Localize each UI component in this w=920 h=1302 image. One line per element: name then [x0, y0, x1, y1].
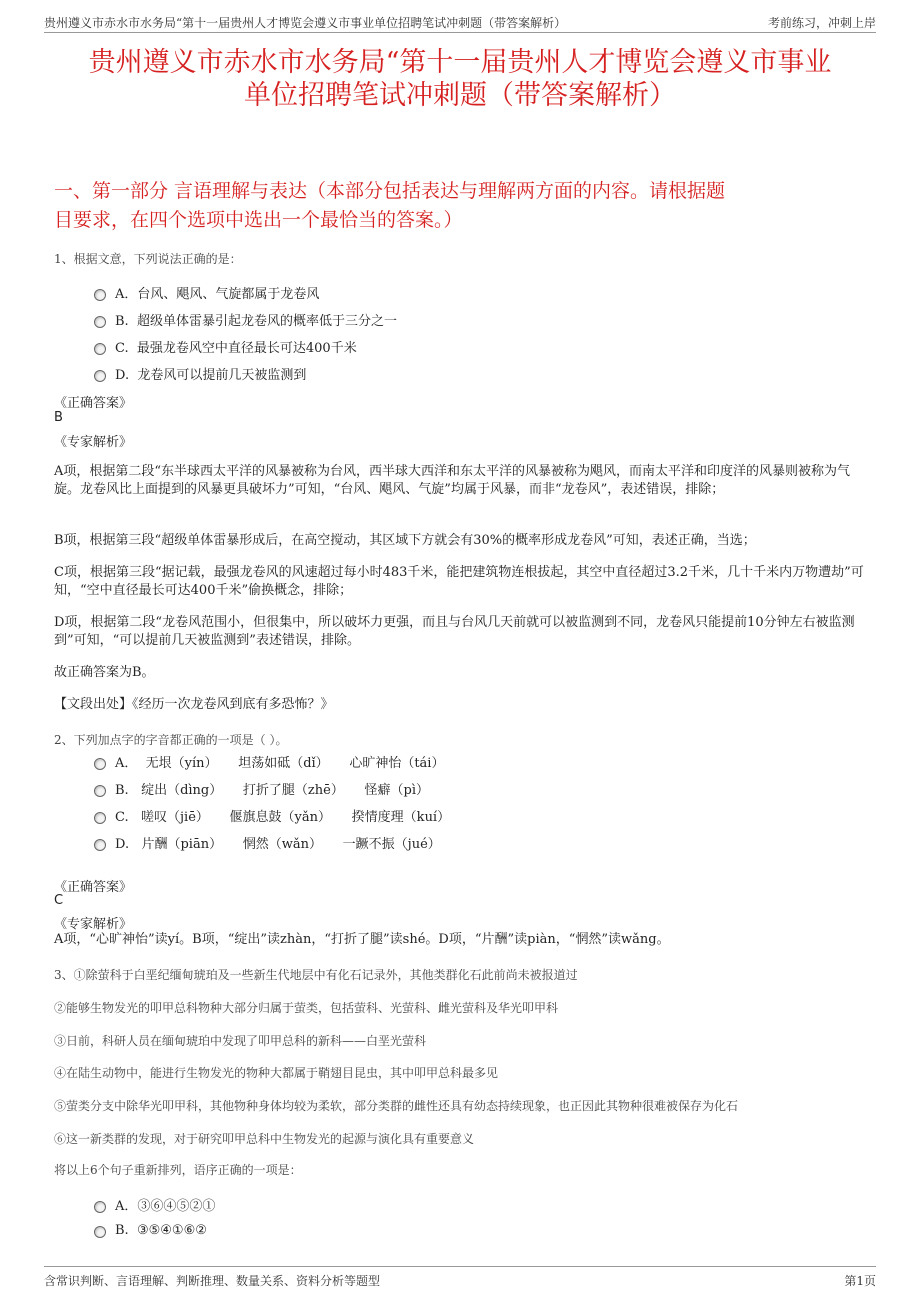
question-2-stem: 2、下列加点字的字音都正确的一项是（ ）。: [54, 733, 288, 747]
q3-option-a[interactable]: [94, 1195, 215, 1214]
page-header: [0, 0, 920, 34]
option-label: B. ③⑤④①⑥②: [115, 1222, 207, 1238]
q2-option-d[interactable]: [94, 833, 441, 852]
section-heading: [54, 177, 866, 235]
radio-icon[interactable]: [94, 812, 106, 824]
q3-sentence-5: ⑤萤类分支中除华光叩甲科，其他物种身体均较为柔软，部分类群的雌性还具有幼态持续现象，也正因此其物种很难被保存为化石: [54, 1099, 739, 1113]
q3-sentence-4: ④在陆生动物中，能进行生物发光的物种大都属于鞘翅目昆虫，其中叩甲总科最多见: [54, 1066, 499, 1080]
section-line-1: 一、第一部分 言语理解与表达（本部分包括表达与理解两方面的内容。请根据题: [54, 180, 726, 202]
q3-sentence-3: ③日前，科研人员在缅甸琥珀中发现了叩甲总科的新科——白垩光萤科: [54, 1034, 427, 1048]
page-title: [44, 46, 876, 112]
option-label: B. 绽出（dìng） 打折了腿（zhē） 怪癖（pì）: [115, 783, 429, 798]
q1-analysis-label: 《专家解析》: [54, 435, 133, 450]
radio-icon[interactable]: [94, 316, 106, 328]
radio-icon[interactable]: [94, 343, 106, 355]
option-label: D. 龙卷风可以提前几天被监测到: [115, 368, 307, 383]
radio-icon[interactable]: [94, 1201, 106, 1213]
title-line-1: 贵州遵义市赤水市水务局“第十一届贵州人才博览会遵义市事业: [88, 47, 832, 78]
option-label: A．③⑥④⑤②①: [115, 1199, 216, 1214]
question-1-stem: 1、根据文意，下列说法正确的是：: [54, 252, 242, 266]
option-label: C. 最强龙卷风空中直径最长可达400千米: [115, 341, 357, 356]
page-number: 第1页: [844, 1274, 876, 1288]
q1-answer: B: [54, 410, 63, 425]
q2-option-a[interactable]: [94, 752, 444, 771]
q1-analysis-d: D项，根据第二段“龙卷风范围小，但很集中，所以破坏力更强，而且与台风几天前就可以被监测到不同，龙卷风只能提前10分钟左右被监测到”可知，“可以提前几天被监测到”表述错误，排除。: [54, 615, 855, 648]
q1-analysis-c: C项，根据第三段“据记载，最强龙卷风的风速超过每小时483千米，能把建筑物连根拔起，其空中直径超过3.2千米，几十千米内万物遭劫”可知，“空中直径最长可达400千米”偷换概念，排除；: [54, 565, 864, 598]
q2-option-b[interactable]: [94, 779, 429, 798]
q3-option-b[interactable]: [94, 1222, 207, 1238]
q3-sentence-6: ⑥这一新类群的发现，对于研究叩甲总科中生物发光的起源与演化具有重要意义: [54, 1132, 475, 1146]
q2-analysis: A项，“心旷神怡”读yí。B项，“绽出”读zhàn，“打折了腿”读shé。D项，“片酬”读piàn，“惘然”读wǎng。: [54, 932, 670, 947]
q1-option-a[interactable]: [94, 283, 319, 302]
option-label: A．台风、飓风、气旋都属于龙卷风: [115, 287, 320, 302]
radio-icon[interactable]: [94, 289, 106, 301]
radio-icon[interactable]: [94, 1226, 106, 1238]
question-3-stem: 将以上6个句子重新排列，语序正确的一项是：: [54, 1163, 302, 1177]
radio-icon[interactable]: [94, 758, 106, 770]
q1-source: 【文段出处】《经历一次龙卷风到底有多恐怖？》: [54, 697, 334, 712]
radio-icon[interactable]: [94, 839, 106, 851]
q1-answer-label: 《正确答案》: [54, 396, 133, 411]
q1-option-c[interactable]: [94, 337, 357, 356]
header-doc-title: 贵州遵义市赤水市水务局“第十一届贵州人才博览会遵义市事业单位招聘笔试冲刺题（带答案解析）: [44, 16, 567, 30]
q3-sentence-2: ②能够生物发光的叩甲总科物种大部分归属于萤类，包括萤科、光萤科、雌光萤科及华光叩甲科: [54, 1001, 559, 1015]
footer-divider: [44, 1266, 876, 1267]
option-label: C. 嗟叹（jiē） 偃旗息鼓（yǎn） 揆情度理（kuí）: [115, 810, 451, 825]
q1-analysis-b: B项，根据第三段“超级单体雷暴形成后，在高空搅动，其区域下方就会有30%的概率形成龙卷风”可知，表述正确，当选；: [54, 533, 756, 548]
footer-topics: 含常识判断、言语理解、判断推理、数量关系、资料分析等题型: [44, 1274, 381, 1288]
q1-conclusion: 故正确答案为B。: [54, 665, 155, 680]
option-label: B. 超级单体雷暴引起龙卷风的概率低于三分之一: [115, 314, 397, 329]
radio-icon[interactable]: [94, 370, 106, 382]
title-line-2: 单位招聘笔试冲刺题（带答案解析）: [244, 80, 676, 111]
q1-analysis-a: A项，根据第二段“东半球西太平洋的风暴被称为台风，西半球大西洋和东太平洋的风暴被称为飓风，而南太平洋和印度洋的风暴则被称为气旋。龙卷风比上面提到的风暴更具破坏力”可知，“台风、飓风、气旋”均属于风暴，而非“龙卷风”，表述错误，排除；: [54, 464, 851, 497]
q1-option-b[interactable]: [94, 310, 397, 329]
q2-option-c[interactable]: [94, 806, 450, 825]
option-label: A． 无垠（yín） 坦荡如砥（dǐ） 心旷神怡（tái）: [115, 756, 445, 771]
q2-answer: C: [54, 893, 64, 908]
section-line-2: 目要求，在四个选项中选出一个最恰当的答案。）: [54, 209, 463, 231]
q1-option-d[interactable]: [94, 364, 306, 383]
radio-icon[interactable]: [94, 785, 106, 797]
q2-analysis-label: 《专家解析》: [54, 917, 133, 932]
option-label: D. 片酬（piān） 惘然（wǎn） 一蹶不振（jué）: [115, 837, 441, 852]
header-slogan: 考前练习，冲刺上岸: [767, 16, 876, 30]
header-divider: [44, 32, 876, 33]
q2-answer-label: 《正确答案》: [54, 880, 133, 895]
q3-sentence-1: 3、①除萤科于白垩纪缅甸琥珀及一些新生代地层中有化石记录外，其他类群化石此前尚未被报道过: [54, 968, 578, 982]
